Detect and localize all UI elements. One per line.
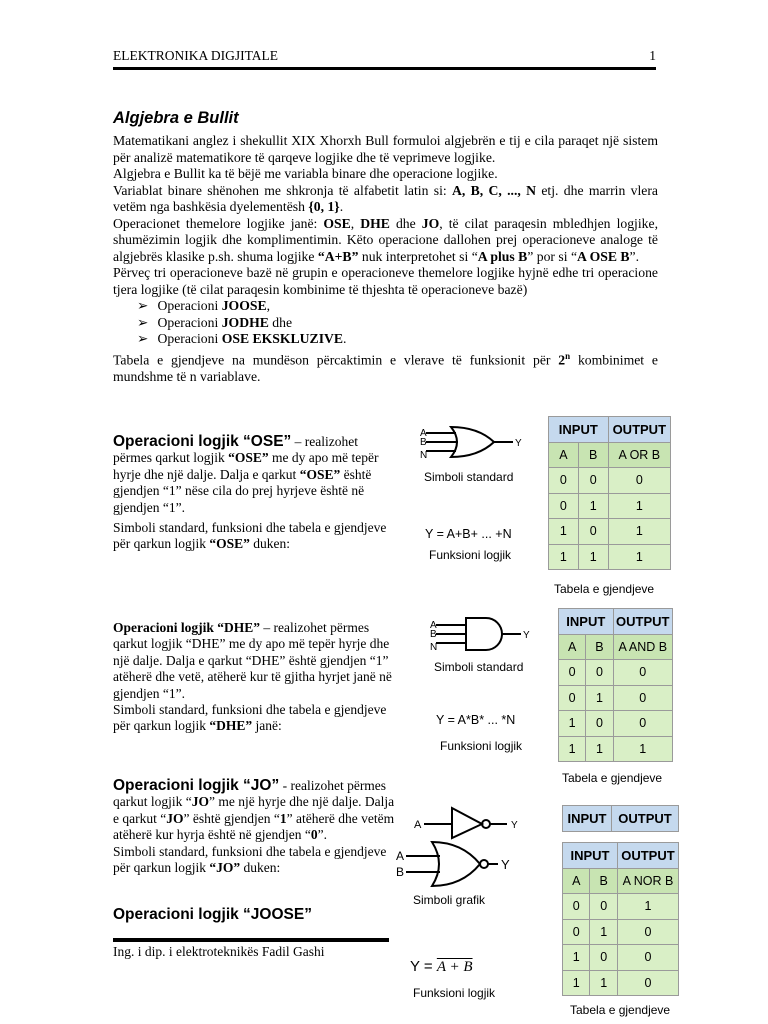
gate-output-label: Y bbox=[501, 857, 510, 872]
jo-section: Operacioni logjik “JO” - realizohet përmes qarkut logjik “JO” me një hyrje dhe një dalje. Dalja e qarkut “JO” është gjendjen “1” atëherë dhe vetëm atëherë kur hyrja është në gjendjen “0”. Simboli standard, funksioni dhe tabela e gjendjeve për qarkun logjik “JO” duken: bbox=[113, 777, 395, 876]
dhe-title: Operacioni logjik “DHE” bbox=[113, 620, 261, 635]
joose-truth-table: INPUT OUTPUT A B A NOR B 0 0 1 0 1 0 1 0 0 1 1 0 bbox=[562, 842, 679, 996]
dhe-function-label: Funksioni logjik bbox=[440, 739, 523, 753]
list-item: ➢ Operacioni JODHE dhe bbox=[137, 315, 658, 332]
intro-section bbox=[113, 133, 658, 385]
gate-input-b-label: B bbox=[396, 865, 405, 879]
ose-title: Operacioni logjik “OSE” bbox=[113, 433, 292, 450]
table-row: 0 0 0 bbox=[549, 468, 671, 494]
nor-gate-symbol bbox=[396, 836, 521, 892]
ose-symbol-label: Simboli standard bbox=[424, 470, 514, 484]
gate-input-n-label: N bbox=[420, 450, 428, 461]
gate-input-a-label: A bbox=[396, 849, 405, 863]
or-gate-symbol bbox=[418, 418, 528, 468]
jo-title: Operacioni logjik “JO” bbox=[113, 777, 280, 794]
list-item: ➢ Operacioni OSE EKSKLUZIVE. bbox=[137, 331, 658, 348]
table-row: 0 0 0 bbox=[559, 660, 673, 686]
and-gate-symbol bbox=[428, 610, 538, 660]
gate-input-a-label: A bbox=[430, 620, 437, 631]
page-title: Algjebra e Bullit bbox=[113, 109, 239, 127]
dhe-table-label: Tabela e gjendjeve bbox=[562, 771, 663, 785]
table-row: 0 1 1 bbox=[549, 493, 671, 519]
dhe-truth-table: INPUT OUTPUT A B A AND B 0 0 0 0 1 0 1 0 0 1 1 1 bbox=[558, 608, 673, 762]
not-gate-symbol bbox=[412, 800, 522, 840]
joose-table-label: Tabela e gjendjeve bbox=[570, 1003, 671, 1017]
intro-paragraph: Matematikani anglez i shekullit XIX Xhorxh Bull formuloi algjebrën e tij e cila paraqet një sistem për analizë matematikore të qarqeve logjike dhe të veprimeve logjike. bbox=[113, 133, 658, 165]
table-row: 1 0 0 bbox=[559, 711, 673, 737]
not-output-label: Y bbox=[511, 820, 518, 831]
dhe-function: Y = A*B* ... *N bbox=[436, 713, 516, 727]
intro-paragraph: Variablat binare shënohen me shkronja të alfabetit latin si: A, B, C, ..., N etj. dhe marrin vlera vetëm nga bashkësia dyelementësh {0, 1}. bbox=[113, 182, 658, 214]
table-row: 0 0 1 bbox=[563, 894, 679, 920]
gate-output-label: Y bbox=[515, 438, 522, 449]
header-rule bbox=[113, 67, 656, 70]
joose-function: Y = A + B bbox=[410, 958, 473, 975]
table-row: 1 0 0 bbox=[563, 945, 679, 971]
jo-truth-table: INPUT OUTPUT bbox=[562, 805, 679, 832]
nor-expression: A + B bbox=[436, 959, 473, 975]
gate-input-b-label: B bbox=[420, 437, 427, 448]
ose-function: Y = A+B+ ... +N bbox=[425, 527, 512, 541]
table-row: 1 1 1 bbox=[559, 736, 673, 762]
table-row: 1 1 1 bbox=[549, 544, 671, 570]
ose-function-label: Funksioni logjik bbox=[429, 548, 512, 562]
ose-truth-table: INPUT OUTPUT A B A OR B 0 0 0 0 1 1 1 0 1 1 1 1 bbox=[548, 416, 671, 570]
footer-rule bbox=[113, 938, 389, 942]
gate-input-b-label: B bbox=[430, 629, 437, 640]
joose-symbol-label: Simboli grafik bbox=[413, 893, 486, 907]
dhe-symbol-label: Simboli standard bbox=[434, 660, 524, 674]
ose-section: Operacioni logjik “OSE” – realizohet përmes qarkut logjik “OSE” me dy apo më tepër hyrje dhe një dalje. Dalja e qarkut “OSE” është gjendjen “1” nëse cila do prej hyrjeve është në gjendjen “1”. Simboli standard, funksioni dhe tabela e gjendjeve për qarkun logjik “OSE” duken: bbox=[113, 433, 387, 552]
header-title: ELEKTRONIKA DIGJITALE bbox=[113, 48, 279, 63]
intro-paragraph: Përveç tri operacioneve bazë në grupin e operacioneve themelore logjike hyjnë edhe tri operacione tjera logjike (të cilat paraqesin kombinime të thjeshta të operacioneve bazë) bbox=[113, 265, 658, 297]
table-row: 0 1 0 bbox=[563, 919, 679, 945]
joose-function-label: Funksioni logjik bbox=[413, 986, 496, 1000]
gate-input-n-label: N bbox=[430, 642, 438, 653]
not-input-label: A bbox=[414, 819, 422, 831]
intro-paragraph: Algjebra e Bullit ka të bëjë me variabla binare dhe operacione logjike. bbox=[113, 166, 498, 181]
page-number: 1 bbox=[649, 48, 656, 63]
intro-paragraph: Tabela e gjendjeve na mundëson përcaktimin e vlerave të funksionit për 2$^n$ kombinimet e mundshme të n variablave. bbox=[113, 350, 658, 384]
intro-paragraph: Operacionet themelore logjike janë: OSE, DHE dhe JO, të cilat paraqesin mbledhjen logjike, shumëzimin logjik dhe komplimentimin. Këto operacione dallohen prej operacioneve analoge të algjebrës klasike p.sh. shuma logjike “A+B” nuk interpretohet si “A plus B” por si “A OSE B”. bbox=[113, 215, 659, 264]
table-row: 0 1 0 bbox=[559, 685, 673, 711]
table-row: 1 0 1 bbox=[549, 519, 671, 545]
gate-output-label: Y bbox=[523, 630, 530, 641]
footer-author: Ing. i dip. i elektroteknikës Fadil Gashi bbox=[113, 944, 325, 959]
dhe-section: Operacioni logjik “DHE” – realizohet përmes qarkut logjik “DHE” me dy apo më tepër hyrje dhe një dalje. Dalja e qarkut “DHE” është gjendjen “1” atëherë dhe vetë, atëherë kur të gjitha hyrjet janë në gjendjen “1”. Simboli standard, funksioni dhe tabela e gjendjeve për qarkun logjik “DHE” janë: bbox=[113, 620, 392, 734]
joose-title: Operacioni logjik “JOOSE” bbox=[113, 906, 312, 923]
ose-table-label: Tabela e gjendjeve bbox=[554, 582, 655, 596]
table-row: 1 1 0 bbox=[563, 970, 679, 996]
operations-list bbox=[113, 298, 658, 348]
list-item: ➢ Operacioni JOOSE, bbox=[137, 298, 658, 315]
gate-input-a-label: A bbox=[420, 428, 427, 439]
